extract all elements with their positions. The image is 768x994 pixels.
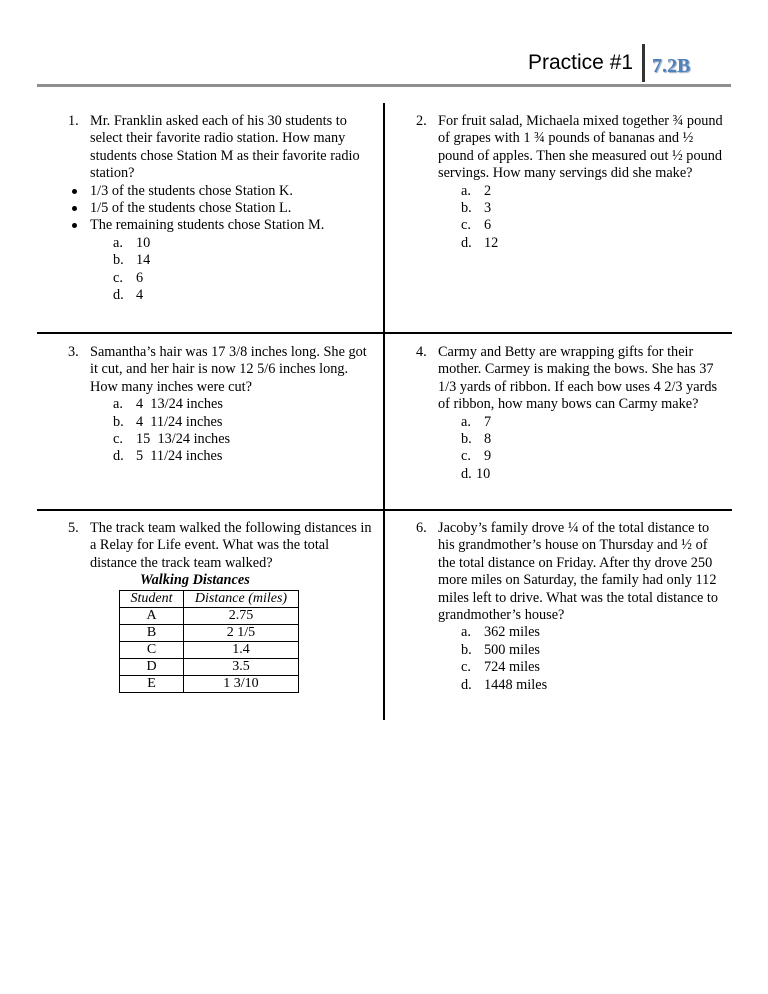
question-text: Carmy and Betty are wrapping gifts for their mother. Carmey is making the bows. She has 37 1/3 yards of ribbon. If each bow uses 4 2/3 yards of ribbon, how many bows can Carmy make? [438,344,718,413]
question-text: Jacoby’s family drove ¼ of the total distance to his grandmother’s house on Thursday and ½ of the total distance on Friday. After thy drove 250 more miles on Saturday, the family had only 112 miles left to drive. What was the total distance to grandmother’s house? [438,520,719,624]
answer-choices [461,183,728,253]
question-number: 5. [68,520,79,536]
choice-a: a. 10 [113,234,151,251]
question-2 [416,113,728,252]
question-1 [68,113,378,304]
question-text: For fruit salad, Michaela mixed together ¾ pound of grapes with 1 ¾ pounds of bananas and ½ pound of apples. Then she measured out ½ pound servings. How many servings did she make? [438,113,723,182]
question-number: 2. [416,113,427,129]
choice-d: d. 10 [461,465,491,482]
page-title: Practice #1 [528,51,634,74]
question-6 [416,520,728,694]
choice-a: a. 362 miles [461,624,540,641]
question-text: Mr. Franklin asked each of his 30 students to select their favorite radio station. How many students chose Station M as their favorite radio station? [90,113,360,182]
row-divider-1 [37,332,732,334]
choice-c: c. 6 [113,269,144,286]
walking-distances-table [119,590,299,693]
choice-c: c. 724 miles [461,659,540,676]
column-header-student: Student [120,590,184,607]
question-text: The track team walked the following distances in a Relay for Life event. What was the total distance the track team walked? [90,520,372,571]
choice-d: d. 12 [461,234,499,251]
table-title: Walking Distances [140,572,250,589]
choice-d: d. 5 11/24 inches [113,448,223,465]
table-row: C 1.4 [120,641,299,658]
answer-choices [461,414,728,484]
bullet-item: 1/5 of the students chose Station L. [68,200,356,217]
standard-code: 7.2B [652,55,691,77]
choice-b: b. 3 [461,200,492,217]
choice-a: a. 7 [461,413,492,430]
choice-a: a. 2 [461,182,492,199]
choice-c: c. 9 [461,448,492,465]
answer-choices [113,235,378,305]
header-rule [37,84,731,87]
question-number: 3. [68,344,79,360]
choice-d: d. 4 [113,287,144,304]
choice-d: d. 1448 miles [461,676,548,693]
choice-b: b. 4 11/24 inches [113,413,223,430]
column-header-distance: Distance (miles) [184,590,299,607]
question-text: Samantha’s hair was 17 3/8 inches long. She got it cut, and her hair is now 12 5/6 inches long. How many inches were cut? [90,344,367,395]
question-number: 1. [68,113,79,129]
choice-b: b. 14 [113,252,151,269]
question-number: 4. [416,344,427,360]
choice-c: c. 6 [461,217,492,234]
question-5 [68,520,378,693]
table-row: B 2 1/5 [120,624,299,641]
table-row: A 2.75 [120,607,299,624]
table-row: E 1 3/10 [120,675,299,692]
header-divider [642,44,645,82]
question-3 [68,344,378,466]
choice-b: b. 8 [461,431,492,448]
question-number: 6. [416,520,427,536]
bullet-item: 1/3 of the students chose Station K. [68,183,356,200]
choice-c: c. 15 13/24 inches [113,431,231,448]
choice-b: b. 500 miles [461,641,540,658]
question-4 [416,344,728,483]
answer-choices [113,396,378,466]
column-divider [383,103,385,720]
choice-a: a. 4 13/24 inches [113,396,223,413]
row-divider-2 [37,509,732,511]
table-row: D 3.5 [120,658,299,675]
table-header-row [120,590,299,607]
answer-choices [461,624,728,694]
bullet-list [68,183,356,235]
bullet-item: The remaining students chose Station M. [68,217,356,234]
